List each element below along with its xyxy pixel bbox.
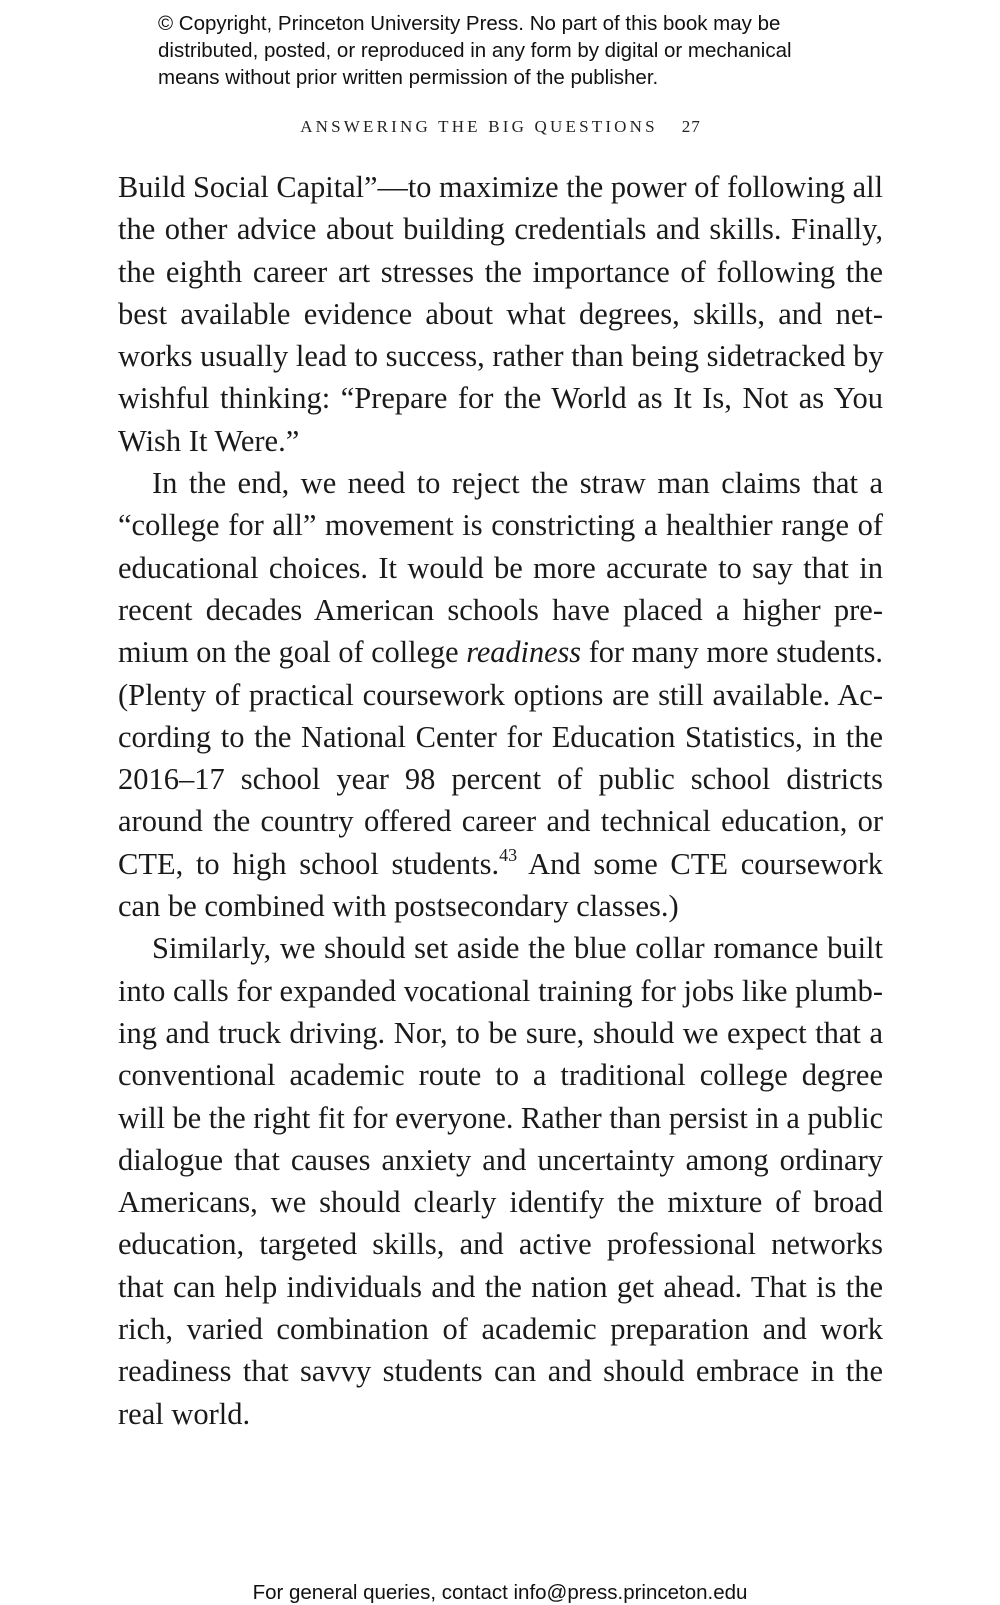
text-line: rich, varied combination of academic preparation and work xyxy=(118,1312,883,1347)
text-line: 2016–17 school year 98 percent of public school districts xyxy=(118,762,883,797)
text-line: the other advice about building credentials and skills. Finally, xyxy=(118,212,883,247)
text-line: wishful thinking: “Prepare for the World as It Is, Not as You xyxy=(118,381,883,416)
text-line: education, targeted skills, and active professional networks xyxy=(118,1227,883,1262)
text-line: Americans, we should clearly identify the mixture of broad xyxy=(118,1185,883,1220)
text-line: “college for all” movement is constricting a healthier range of xyxy=(118,508,883,543)
copyright-line: distributed, posted, or reproduced in any form by digital or mechanical xyxy=(158,39,792,62)
running-head-title: ANSWERING THE BIG QUESTIONS xyxy=(300,117,658,136)
text-line: ing and truck driving. Nor, to be sure, should we expect that a xyxy=(118,1015,883,1050)
text-line: best available evidence about what degrees, skills, and net- xyxy=(118,296,883,331)
text-line-with-footnote xyxy=(118,843,883,885)
footnote-marker[interactable]: 43 xyxy=(499,844,518,865)
emphasis-readiness: readiness xyxy=(466,635,582,670)
text-line: the eighth career art stresses the importance of following the xyxy=(118,254,883,289)
text-line: Build Social Capital”—to maximize the power of following all xyxy=(118,170,883,204)
text-segment: CTE, to high school students. xyxy=(118,846,500,881)
text-line: real world. xyxy=(118,1396,251,1431)
text-line: will be the right fit for everyone. Rather than persist in a public xyxy=(118,1100,883,1135)
text-line-with-emphasis xyxy=(118,631,883,673)
text-line: can be combined with postsecondary classes.) xyxy=(118,889,679,924)
copyright-line: © Copyright, Princeton University Press. No part of this book may be xyxy=(158,12,781,35)
text-segment: mium on the goal of college xyxy=(118,635,459,670)
copyright-line: means without prior written permission of the publisher. xyxy=(158,66,659,89)
text-line: recent decades American schools have placed a higher pre- xyxy=(118,592,883,627)
text-line: Wish It Were.” xyxy=(118,423,300,458)
text-line: conventional academic route to a traditional college degree xyxy=(118,1058,883,1093)
text-line: around the country offered career and technical education, or xyxy=(118,804,883,839)
text-line: dialogue that causes anxiety and uncertainty among ordinary xyxy=(118,1142,883,1177)
text-line: (Plenty of practical coursework options are still available. Ac- xyxy=(118,677,883,712)
text-segment: for many more students. xyxy=(588,635,883,670)
text-line: into calls for expanded vocational training for jobs like plumb- xyxy=(118,973,883,1008)
text-line: In the end, we need to reject the straw man claims that a xyxy=(152,466,883,501)
footer-contact: For general queries, contact info@press.princeton.edu xyxy=(252,1581,748,1604)
text-line: readiness that savvy students can and should embrace in the xyxy=(118,1354,883,1389)
text-line: that can help individuals and the nation get ahead. That is the xyxy=(118,1269,883,1304)
page-number: 27 xyxy=(681,117,701,136)
running-head xyxy=(118,117,883,137)
body-text xyxy=(118,166,883,1435)
copyright-notice xyxy=(158,10,918,91)
text-line: Similarly, we should set aside the blue collar romance built xyxy=(152,931,883,966)
text-segment: And some CTE coursework xyxy=(528,846,883,881)
text-line: works usually lead to success, rather than being sidetracked by xyxy=(118,339,884,374)
text-line: educational choices. It would be more accurate to say that in xyxy=(118,550,883,585)
text-line: cording to the National Center for Education Statistics, in the xyxy=(118,719,883,754)
